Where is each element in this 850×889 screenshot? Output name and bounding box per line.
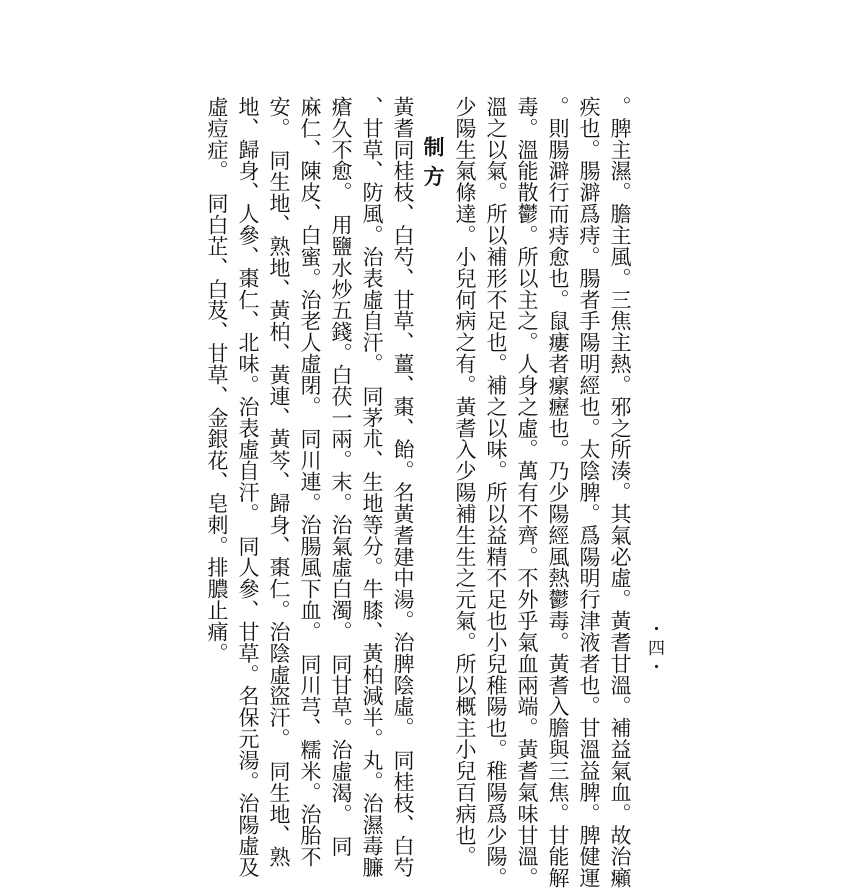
prescription-column: 地、歸身、人參、棗仁、北味。治表虛自汗。 同人參、甘草。名保元湯。治陽虛及 <box>236 96 260 879</box>
vertical-text-block <box>201 96 635 889</box>
page-number: ・四・ <box>644 620 664 677</box>
prescription-column: 瘡久不愈。 用鹽水炒五錢。白茯一兩。末。治氣虛白濁。 同甘草。治虛渴。 同 <box>329 96 353 858</box>
section-heading: 制方 <box>421 136 446 195</box>
text-column: 疾也。腸澼爲痔。腸者手陽明經也。太陰脾。爲陽明行津液者也。甘溫益脾。脾健運 <box>577 96 601 889</box>
prescription-column: 麻仁、陳皮、白蜜。治老人虛閉。 同川連。治腸風下血。 同川芎、糯米。治胎不 <box>298 96 322 868</box>
text-column: 溫之以氣。所以補形不足也。補之以味。所以益精不足也小兒稚陽也。稚陽爲少陽。 <box>484 96 508 889</box>
prescription-column: 黃耆同桂枝、白芍、甘草、薑、棗、飴。名黃耆建中湯。治脾陰虛。 同桂枝、白芍 <box>391 96 415 879</box>
text-column: 少陽生氣條達。小兒何病之有。黃耆入少陽補生生之元氣。所以概主小兒百病也。 <box>453 96 477 868</box>
prescription-column: 、甘草、防風。治表虛自汗。 同茅朮、生地等分。牛膝、黃柏減半。丸。治濕毒臁 <box>360 96 384 879</box>
text-column: 。脾主濕。膽主風。三焦主熱。邪之所湊。其氣必虛。黃耆甘溫。補益氣血。故治癩 <box>608 96 632 889</box>
prescription-column: 虛痘症。 同白芷、白芨、甘草、金銀花、皂刺。排膿止痛。 <box>205 96 229 664</box>
text-column: 。則腸澼行而痔愈也。鼠瘻者瘰癧也。乃少陽經風熱鬱毒。黃耆入膽與三焦。甘能解 <box>546 96 570 889</box>
prescription-column: 安。 同生地、熟地、黃柏、黃連、黃芩、歸身、棗仁。治陰虛盜汗。 同生地、熟 <box>267 96 291 868</box>
text-column: 毒。溫能散鬱。所以主之。人身之虛。萬有不齊。不外乎氣血兩端。黃耆氣味甘溫。 <box>515 96 539 889</box>
